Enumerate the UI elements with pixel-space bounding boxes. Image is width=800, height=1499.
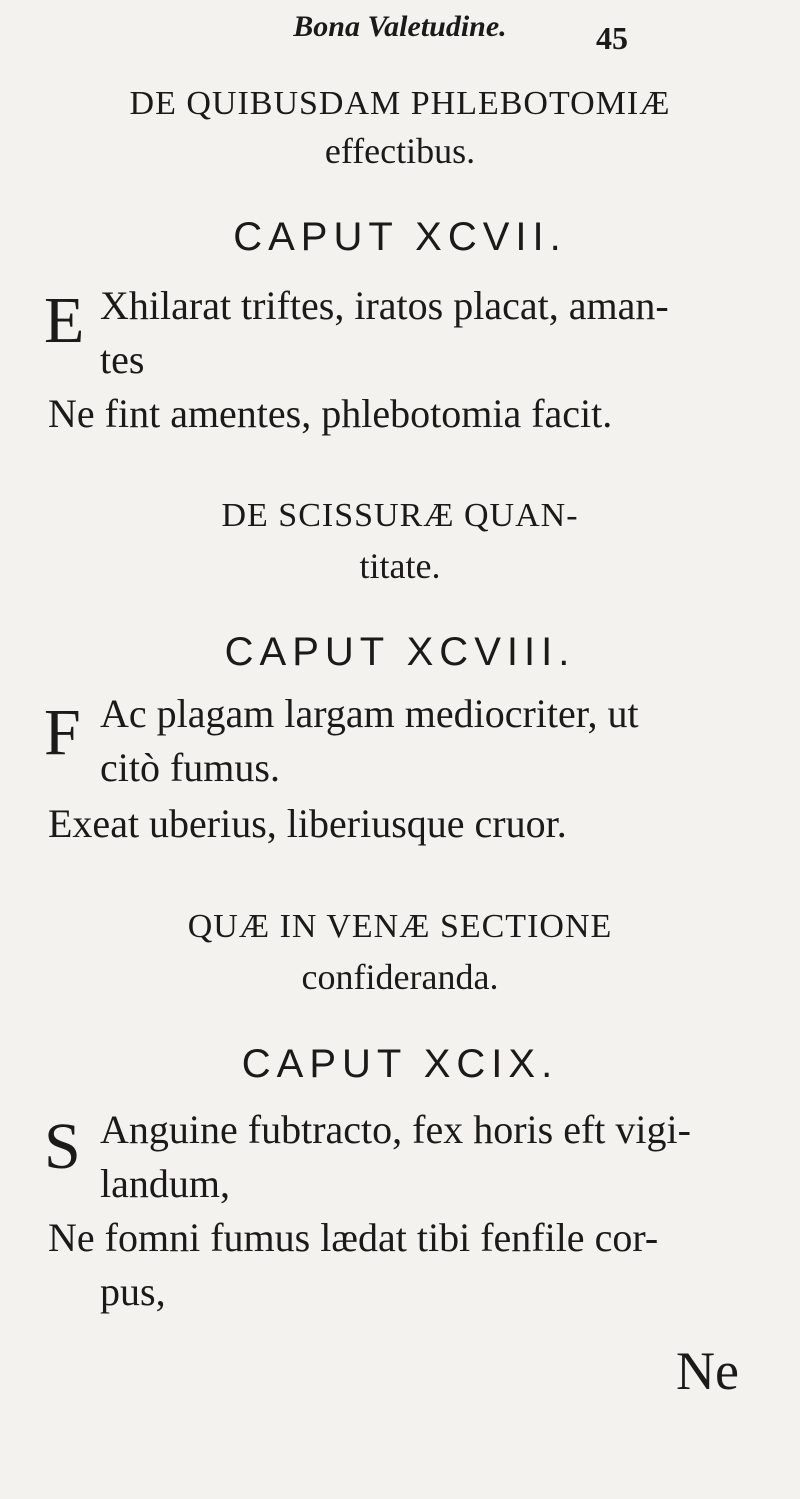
verse-line: Ne fint amentes, phlebotomia facit. [48, 391, 613, 436]
drop-cap: S [44, 1110, 81, 1183]
verse-line: citò fumus. [100, 745, 280, 790]
chapter-heading: CAPUT XCIX. [241, 1042, 559, 1086]
running-title: Bona Valetudine. [293, 10, 507, 43]
verse-line: pus, [100, 1269, 166, 1314]
verse-line: Ac plagam largam mediocriter, ut [100, 691, 639, 736]
verse-line: Anguine fubtracto, fex horis eft vigi- [100, 1107, 691, 1152]
section-subtitle: confideranda. [301, 957, 499, 997]
verse-line: Exeat uberius, liberiusque cruor. [48, 801, 567, 846]
verse-line: Ne fomni fumus lædat tibi fenfile cor- [48, 1215, 659, 1260]
section-subtitle: effectibus. [324, 131, 476, 171]
verse-line: Xhilarat triftes, iratos placat, aman- [100, 283, 669, 328]
section-title: QUÆ IN VENÆ SECTIONE [187, 908, 613, 945]
section-title: DE SCISSURÆ QUAN- [221, 497, 579, 534]
verse-line: tes [100, 337, 145, 382]
section-title: DE QUIBUSDAM PHLEBOTOMIÆ [129, 85, 671, 122]
section-subtitle: titate. [359, 546, 441, 586]
catchword: Ne [676, 1341, 739, 1401]
chapter-heading: CAPUT XCVII. [233, 215, 567, 259]
verse-line: landum, [100, 1161, 230, 1206]
chapter-heading: CAPUT XCVIII. [224, 630, 576, 674]
drop-cap: F [44, 696, 81, 769]
drop-cap: E [44, 284, 85, 357]
page-number: 45 [596, 20, 628, 56]
